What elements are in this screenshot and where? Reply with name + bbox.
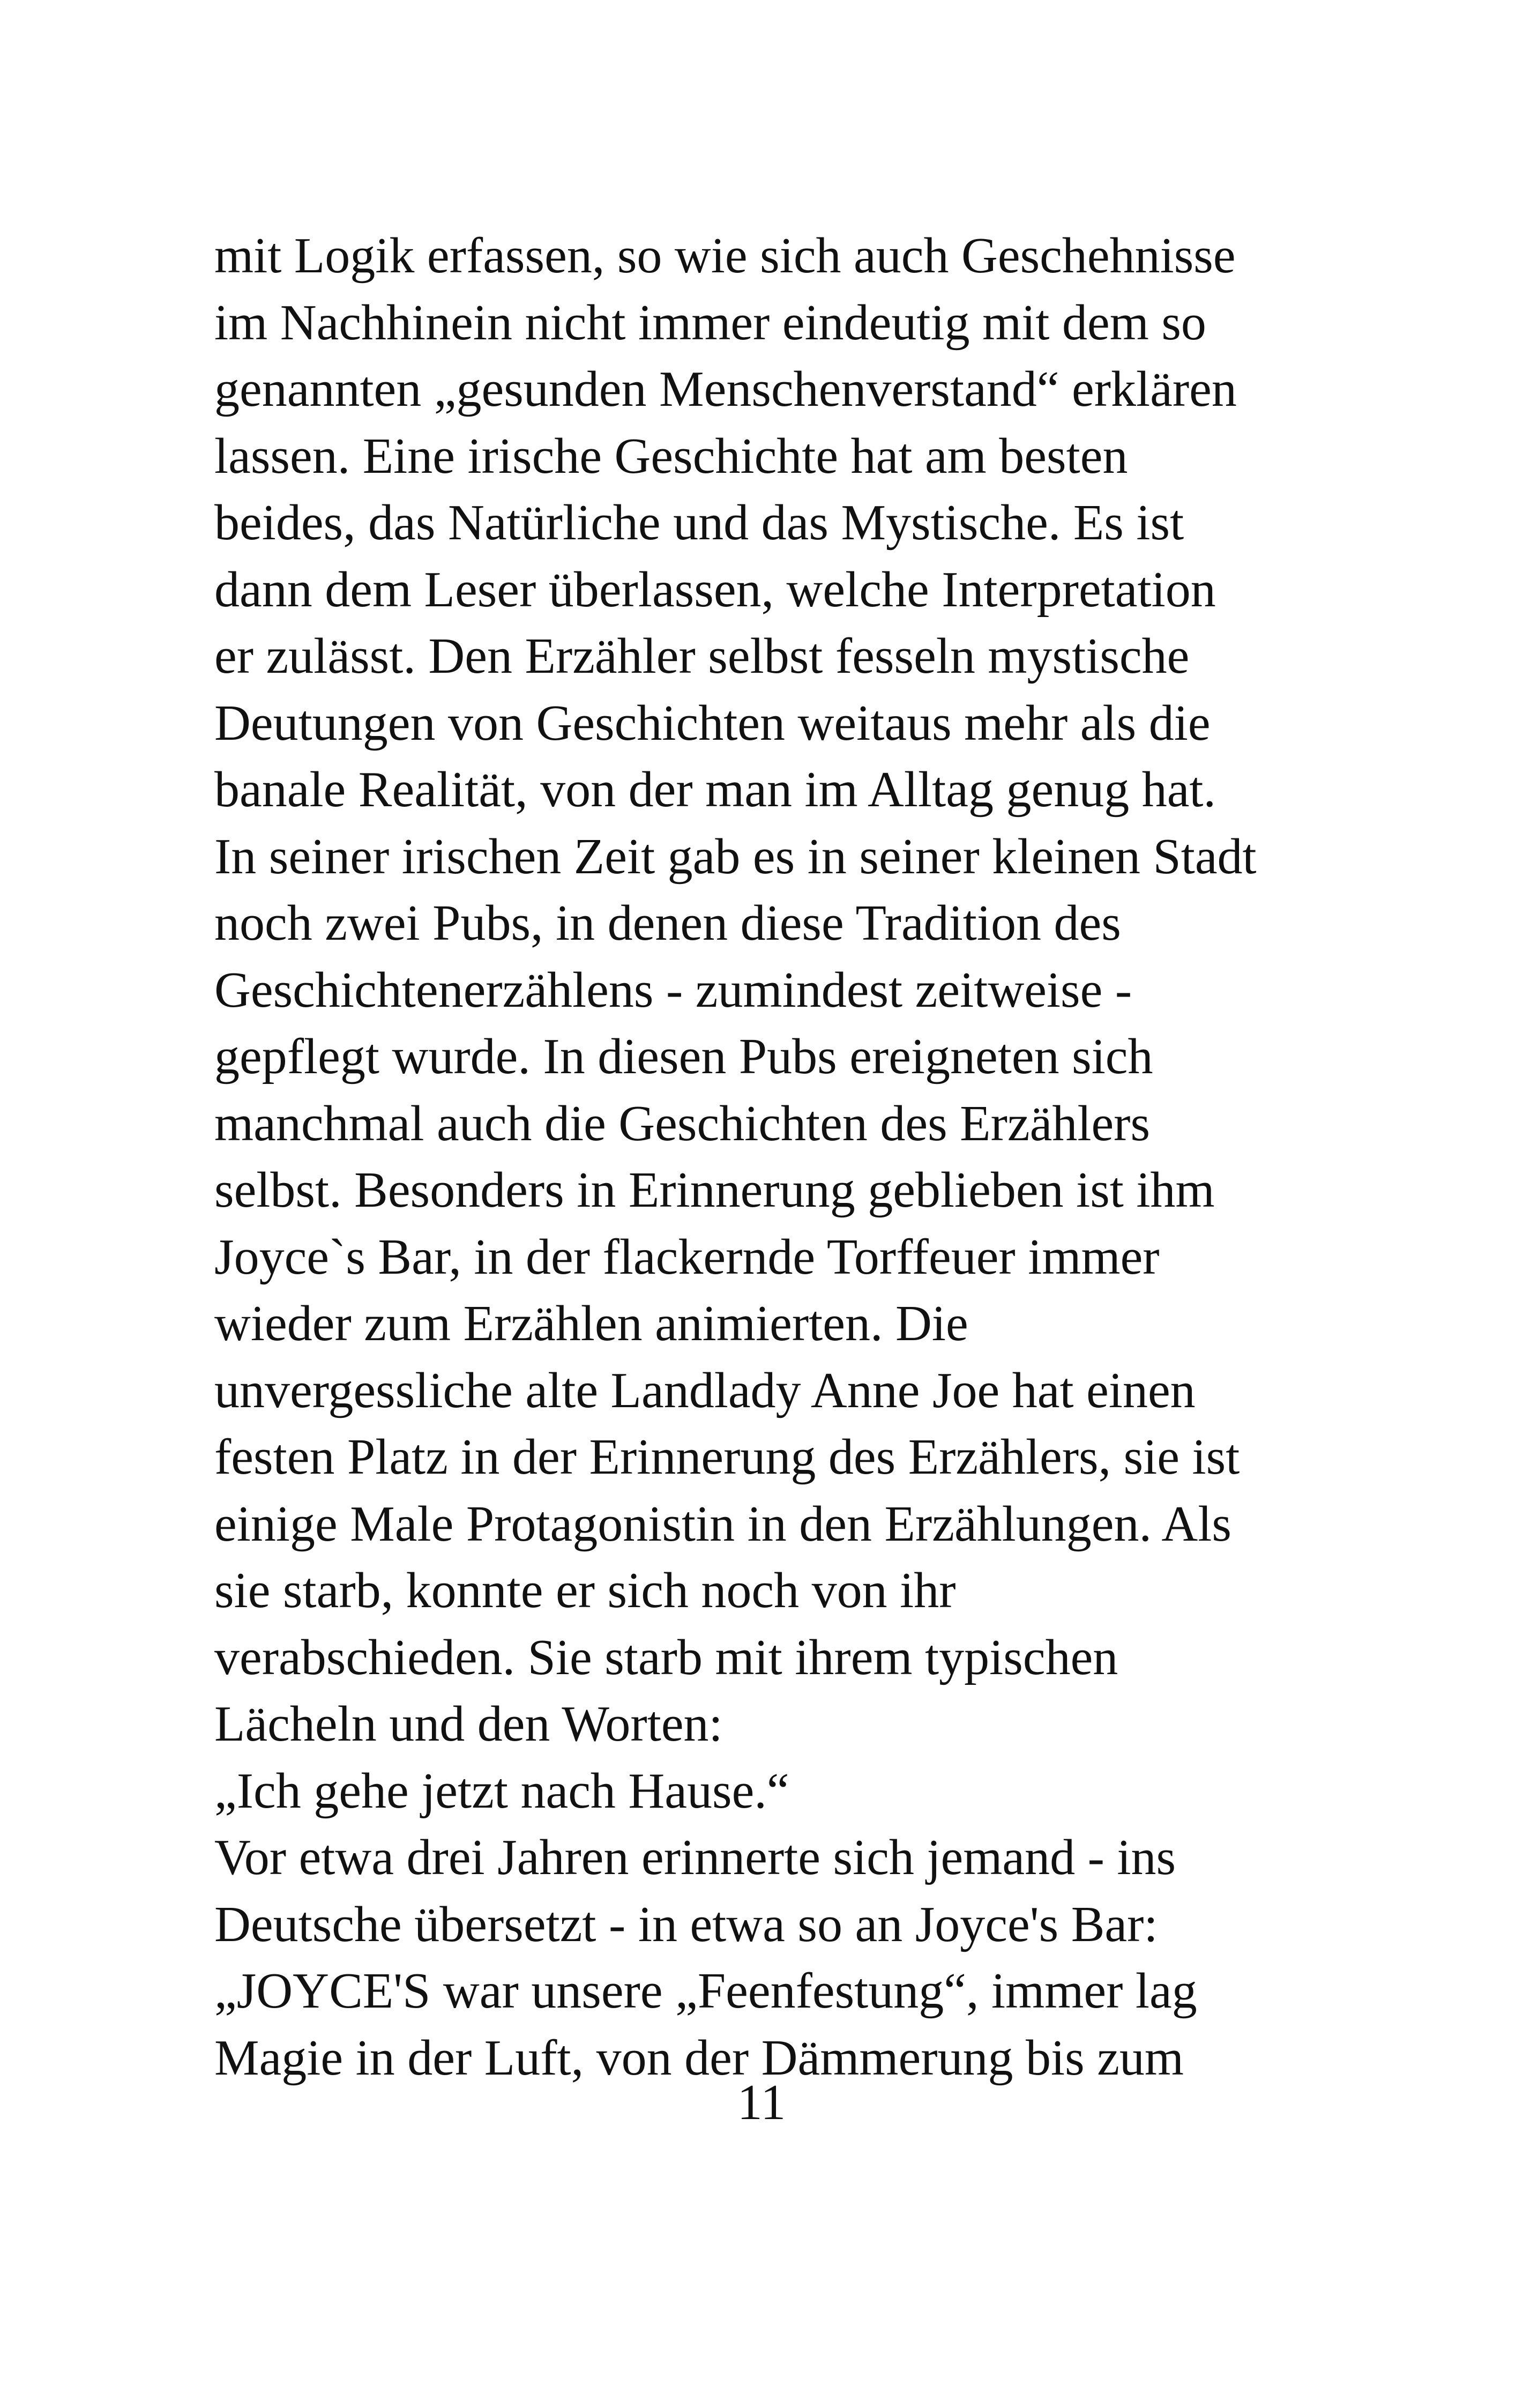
text-line: wieder zum Erzählen animierten. Die [214,1296,968,1351]
text-line: er zulässt. Den Erzähler selbst fesseln mystische [214,628,1190,684]
text-line: beides, das Natürliche und das Mystische. Es ist [214,495,1184,551]
text-line: Lächeln und den Worten: [214,1696,723,1752]
text-line: gepflegt wurde. In diesen Pubs ereigneten sich [214,1029,1153,1084]
text-line: manchmal auch die Geschichten des Erzählers [214,1095,1151,1151]
page-number: 11 [737,2075,786,2130]
text-line: unvergessliche alte Landlady Anne Joe hat einen [214,1362,1196,1418]
text-line: In seiner irischen Zeit gab es in seiner kleinen Stadt [214,828,1257,885]
text-line: noch zwei Pubs, in denen diese Tradition des [214,895,1121,951]
text-line: Joyce`s Bar, in der flackernde Torffeuer immer [214,1229,1160,1285]
text-line: dann dem Leser überlassen, welche Interpretation [214,561,1216,618]
text-line: sie starb, konnte er sich noch von ihr [214,1563,956,1618]
text-line: Geschichtenerzählens - zumindest zeitweise - [214,962,1132,1018]
text-line: selbst. Besonders in Erinnerung geblieben ist ihm [214,1162,1215,1218]
text-line: festen Platz in der Erinnerung des Erzählers, sie ist [214,1429,1240,1485]
text-line: mit Logik erfassen, so wie sich auch Geschehnisse [214,228,1236,284]
text-line: banale Realität, von der man im Alltag genug hat. [214,762,1216,817]
text-line: lassen. Eine irische Geschichte hat am besten [214,428,1128,484]
text-line: genannten „gesunden Menschenverstand“ erklären [214,361,1237,417]
text-line: verabschieden. Sie starb mit ihrem typischen [214,1629,1118,1685]
text-line: „Ich gehe jetzt nach Hause.“ [214,1763,789,1819]
body-text [214,222,1340,2091]
text-line: Deutungen von Geschichten weitaus mehr als die [214,695,1211,751]
text-line: im Nachhinein nicht immer eindeutig mit dem so [214,294,1206,351]
text-line: Deutsche übersetzt - in etwa so an Joyce's Bar: [214,1896,1158,1952]
text-line: Vor etwa drei Jahren erinnerte sich jemand - ins [214,1830,1176,1885]
text-line: einige Male Protagonistin in den Erzählungen. Als [214,1496,1231,1552]
text-line: Magie in der Luft, von der Dämmerung bis zum [214,2030,1184,2086]
text-line: „JOYCE'S war unsere „Feenfestung“, immer lag [214,1963,1197,2019]
